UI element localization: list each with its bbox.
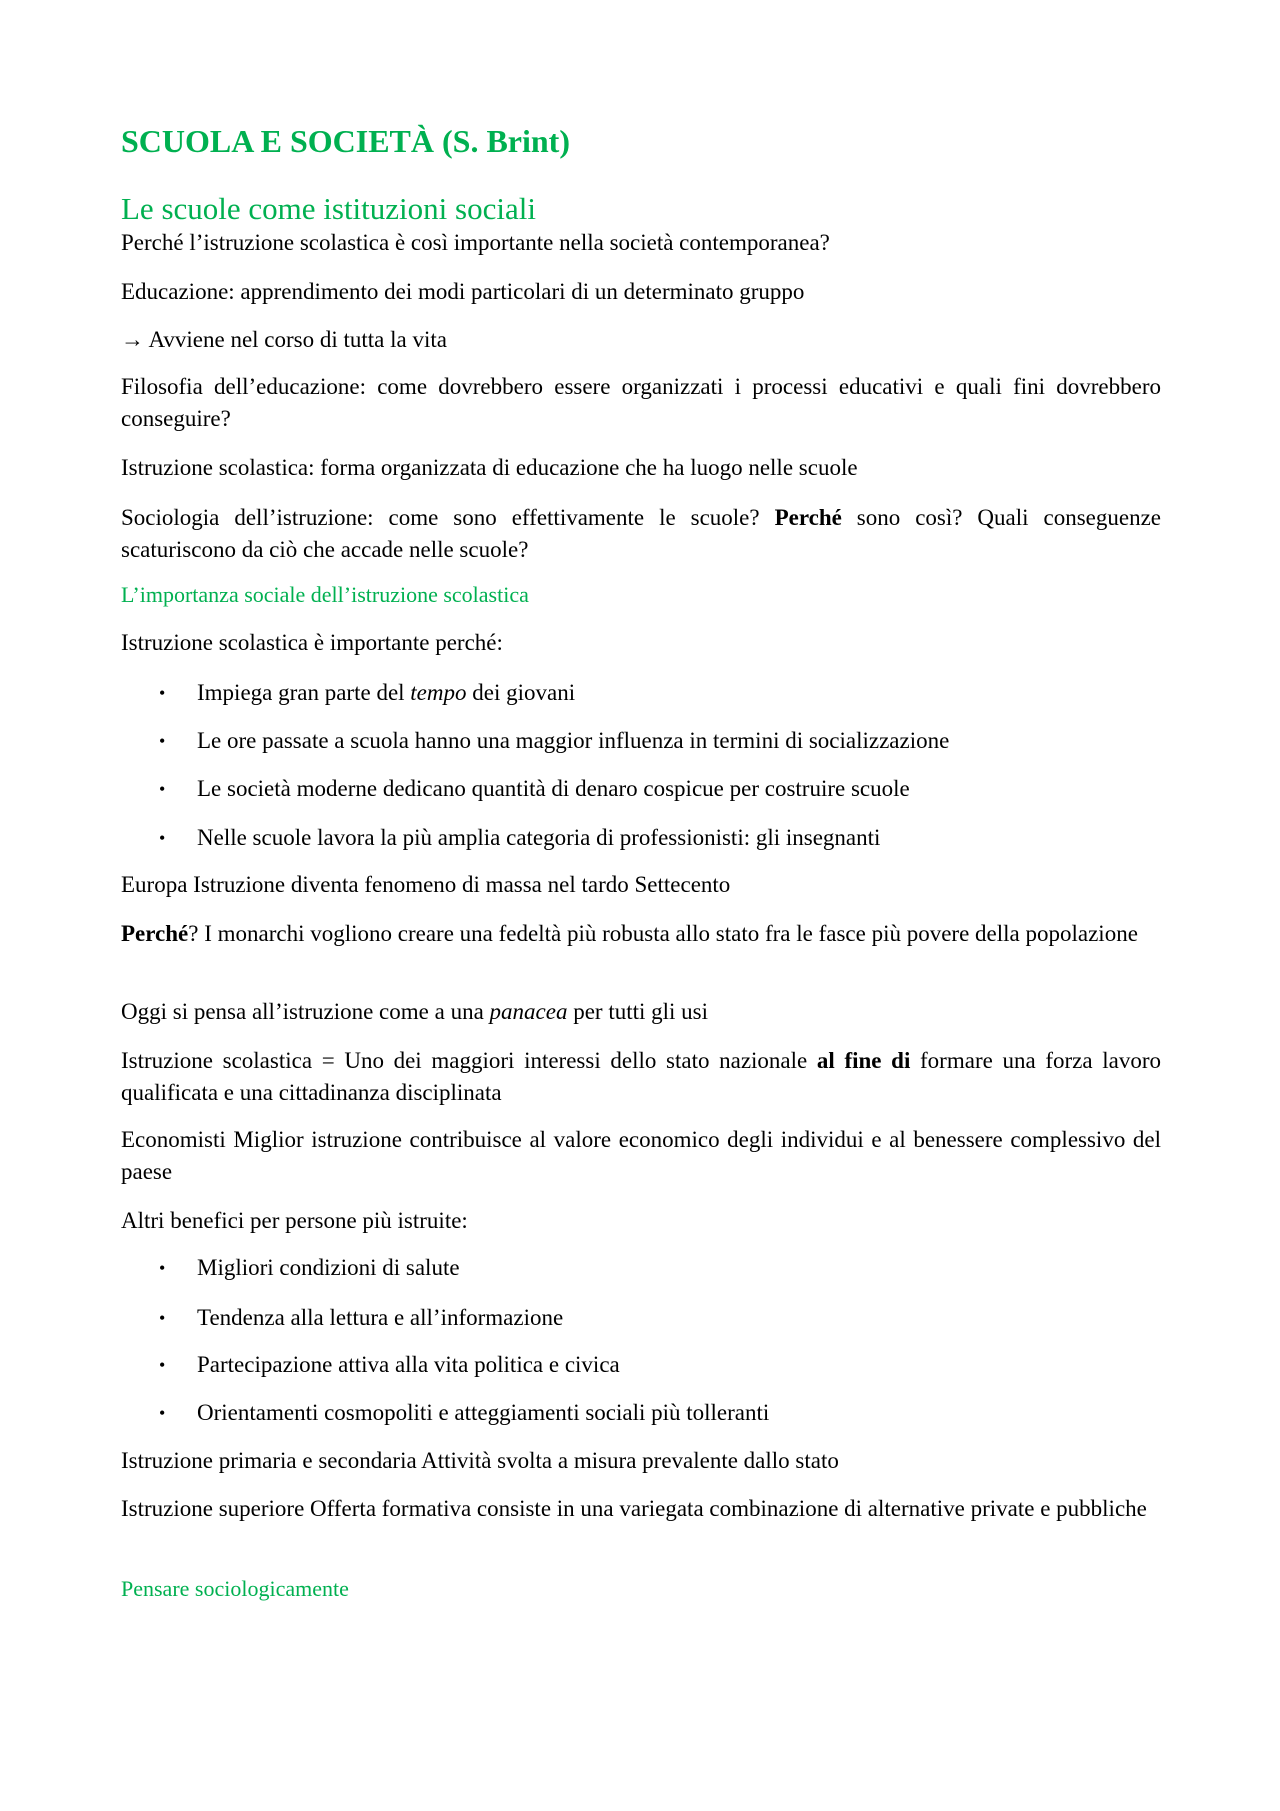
paragraph	[121, 502, 1161, 566]
list-item-text: Tendenza alla lettura e all’informazione	[197, 1305, 564, 1330]
bullet-icon: •	[159, 683, 166, 703]
subsection-heading: L’importanza sociale dell’istruzione scolastica	[121, 582, 529, 607]
text-run: Oggi si pensa all’istruzione come a una	[121, 999, 490, 1024]
paragraph: Altri benefici per persone più istruite:	[121, 1208, 468, 1233]
paragraph: → Avviene nel corso di tutta la vita	[121, 327, 447, 352]
bold-text: Perché	[121, 921, 189, 946]
bullet-icon: •	[159, 779, 166, 799]
italic-text: tempo	[410, 680, 467, 705]
paragraph: Europa Istruzione diventa fenomeno di massa nel tardo Settecento	[121, 872, 731, 897]
text-run: dei giovani	[466, 680, 576, 705]
bold-text: al fine di	[816, 1048, 911, 1073]
list-item-text: Migliori condizioni di salute	[197, 1255, 460, 1280]
bullet-icon: •	[159, 1258, 166, 1278]
text-run: ? I monarchi vogliono creare una fedeltà più robusta allo stato fra le fasce più povere della popolazione	[188, 921, 1138, 946]
section-heading: Le scuole come istituzioni sociali	[121, 191, 536, 226]
paragraph	[121, 996, 1161, 1028]
text-run: sono così? Quali conseguenze scaturiscono da ciò che accade nelle scuole?	[121, 505, 1161, 562]
bullet-icon: •	[159, 1403, 166, 1423]
list-item-text: Le società moderne dedicano quantità di denaro cospicue per costruire scuole	[197, 776, 910, 801]
list-item-text: Partecipazione attiva alla vita politica e civica	[197, 1352, 620, 1377]
paragraph: Istruzione scolastica: forma organizzata di educazione che ha luogo nelle scuole	[121, 455, 858, 480]
list-item-text: Orientamenti cosmopoliti e atteggiamenti sociali più tolleranti	[197, 1400, 770, 1425]
paragraph	[121, 1045, 1161, 1109]
bullet-icon: •	[159, 1355, 166, 1375]
paragraph	[121, 918, 1161, 950]
paragraph: Educazione: apprendimento dei modi particolari di un determinato gruppo	[121, 279, 805, 304]
paragraph: Perché l’istruzione scolastica è così importante nella società contemporanea?	[121, 230, 830, 255]
italic-text: panacea	[489, 999, 568, 1024]
list-item-text: Nelle scuole lavora la più amplia categoria di professionisti: gli insegnanti	[197, 825, 881, 850]
paragraph: Istruzione superiore Offerta formativa consiste in una variegata combinazione di alternative private e pubbliche	[121, 1496, 1147, 1521]
document-title: SCUOLA E SOCIETÀ (S. Brint)	[121, 123, 570, 159]
paragraph: Filosofia dell’educazione: come dovrebbero essere organizzati i processi educativi e quali fini dovrebbero conseguire?	[121, 374, 1161, 431]
bullet-icon: •	[159, 731, 166, 751]
bullet-icon: •	[159, 1308, 166, 1328]
paragraph: Economisti Miglior istruzione contribuisce al valore economico degli individui e al benessere complessivo del paese	[121, 1127, 1161, 1184]
text-run: per tutti gli usi	[567, 999, 709, 1024]
bullet-icon: •	[159, 828, 166, 848]
paragraph: Istruzione primaria e secondaria Attività svolta a misura prevalente dallo stato	[121, 1448, 839, 1473]
text-run: formare una forza lavoro qualificata e una cittadinanza disciplinata	[121, 1048, 1161, 1105]
text-run: Impiega gran parte del	[197, 680, 411, 705]
subsection-heading: Pensare sociologicamente	[121, 1576, 349, 1601]
bold-text: Perché	[774, 505, 842, 530]
text-run: Istruzione scolastica = Uno dei maggiori interessi dello stato nazionale	[121, 1048, 817, 1073]
list-item-text: Le ore passate a scuola hanno una maggior influenza in termini di socializzazione	[197, 728, 950, 753]
paragraph: Istruzione scolastica è importante perché:	[121, 630, 503, 655]
text-run: Sociologia dell’istruzione: come sono effettivamente le scuole?	[121, 505, 775, 530]
